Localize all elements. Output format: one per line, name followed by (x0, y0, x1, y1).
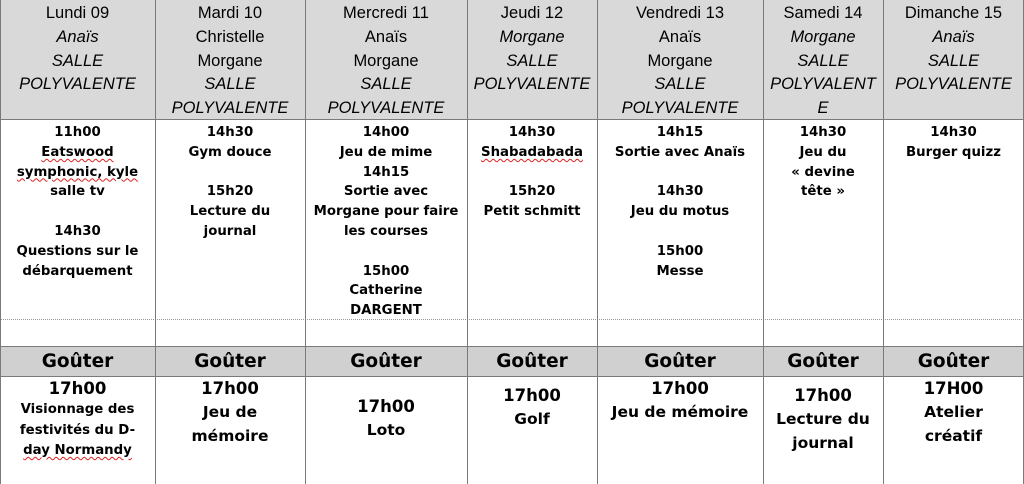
row-divider (0, 376, 1024, 377)
activities-cell-lundi (0, 120, 155, 318)
activities-cell-mercredi (305, 120, 467, 318)
snack-cell-mardi (155, 377, 305, 484)
snack-time: 17h00 (357, 397, 415, 416)
activity-line: 14h30 (930, 125, 977, 140)
row-divider (0, 346, 1024, 347)
activity-line: Jeu de mime (339, 144, 433, 160)
staff-name: Anaïs (658, 27, 702, 46)
staff-name: Morgane (197, 51, 263, 70)
room-line: POLYVALENTE (895, 75, 1012, 94)
header-cell-mardi (155, 0, 305, 119)
snack-activity-line: journal (792, 434, 854, 452)
snack-activity-line: Jeu de mémoire (611, 403, 749, 421)
snack-time: 17h00 (794, 386, 852, 405)
gouter-label-samedi: Goûter (763, 347, 883, 376)
gouter-label-jeudi: Goûter (467, 347, 597, 376)
snack-activity-line (0, 441, 155, 462)
activity-line: Questions sur le (16, 243, 139, 259)
activity-line: Gym douce (188, 144, 272, 160)
staff-name: Anaïs (932, 27, 975, 46)
snack-cell-jeudi (467, 377, 597, 484)
activities-cell-dimanche (883, 120, 1024, 318)
activity-spacer (0, 202, 155, 222)
column-divider (763, 0, 764, 484)
day-title: Dimanche 15 (904, 4, 1003, 22)
activity-line: tête » (801, 184, 845, 200)
activity-line-text: symphonic, kyle (16, 164, 139, 180)
snack-activity-line: Atelier (924, 403, 983, 421)
room-line: SALLE (204, 75, 256, 94)
activity-line: Sortie avec (343, 184, 429, 200)
header-cell-dimanche (883, 0, 1024, 119)
room-line: SALLE (927, 51, 980, 70)
activity-spacer (597, 163, 763, 183)
room-line: POLYVALENTE (327, 99, 445, 118)
activity-line: 14h30 (799, 125, 847, 140)
snack-activity-line: créatif (924, 427, 983, 445)
snack-time: 17h00 (503, 386, 561, 405)
activities-cell-mardi (155, 120, 305, 318)
row-divider (0, 319, 1024, 320)
activity-line: débarquement (22, 263, 133, 279)
activity-spacer (597, 222, 763, 242)
column-divider (305, 0, 306, 484)
day-title: Jeudi 12 (500, 4, 564, 22)
gouter-label-vendredi: Goûter (597, 347, 763, 376)
snack-activity-line: Visionnage des (20, 402, 135, 417)
activity-line: salle tv (50, 184, 105, 200)
activity-line: Morgane pour faire (313, 204, 459, 220)
snack-activity-line: Jeu de (202, 403, 258, 421)
gouter-label-dimanche: Goûter (883, 347, 1024, 376)
column-divider (155, 0, 156, 484)
room-line: E (817, 99, 829, 118)
row-divider (0, 119, 1024, 120)
header-cell-mercredi (305, 0, 467, 119)
activity-line: Jeu du motus (630, 204, 730, 220)
activity-spacer (155, 163, 305, 183)
header-cell-lundi (0, 0, 155, 119)
column-divider (467, 0, 468, 484)
day-title: Vendredi 13 (635, 4, 725, 22)
snack-cell-dimanche (883, 377, 1024, 484)
gouter-label-mercredi: Goûter (305, 347, 467, 376)
activity-line: Petit schmitt (483, 204, 581, 220)
room-line: SALLE (797, 51, 849, 70)
activity-line: DARGENT (350, 303, 422, 319)
activities-cell-jeudi (467, 120, 597, 318)
room-line: POLYVALENTE (19, 75, 136, 94)
day-title: Lundi 09 (45, 4, 110, 22)
column-divider (0, 0, 1, 484)
activity-line: Sortie avec Anaïs (614, 144, 746, 160)
activity-line-text: Eatswood (41, 144, 114, 160)
activity-spacer (467, 163, 597, 183)
snack-activity-line: Golf (514, 410, 550, 428)
day-title: Mercredi 11 (343, 4, 429, 22)
activity-line: 14h30 (508, 125, 556, 140)
room-line: SALLE (360, 75, 412, 94)
activity-line: Jeu du (799, 144, 847, 160)
room-line: POLYVALENTE (621, 99, 739, 118)
day-title: Samedi 14 (783, 4, 863, 22)
activity-line: journal (203, 223, 257, 239)
staff-name: Morgane (790, 27, 856, 46)
snack-activity-line: mémoire (191, 427, 269, 445)
activity-line-text: Shabadabada (481, 144, 583, 160)
activity-line: « devine (791, 164, 855, 180)
activity-line: 15h20 (508, 184, 556, 200)
activities-cell-vendredi (597, 120, 763, 318)
staff-name: Morgane (499, 27, 565, 46)
activities-cell-samedi (763, 120, 883, 318)
snack-cell-samedi (763, 377, 883, 484)
activity-line: 14h30 (54, 223, 101, 239)
column-divider (597, 0, 598, 484)
activity-line: 14h15 (656, 125, 704, 140)
activity-line: Catherine (349, 283, 423, 299)
staff-name: Morgane (353, 51, 419, 70)
staff-name: Morgane (647, 51, 713, 70)
snack-cell-vendredi (597, 377, 763, 484)
activity-line: Burger quizz (906, 144, 1001, 160)
activity-line (0, 163, 155, 183)
column-divider (883, 0, 884, 484)
snack-activity-line: festivités du D- (19, 422, 136, 438)
room-line: SALLE (51, 51, 104, 70)
snack-cell-mercredi (305, 377, 467, 484)
activity-line: Lecture du (189, 204, 271, 220)
gouter-label-mardi: Goûter (155, 347, 305, 376)
activity-line: les courses (343, 223, 428, 239)
activity-spacer (305, 242, 467, 262)
room-line: POLYVALENT (770, 75, 876, 94)
activity-line: 14h30 (206, 125, 254, 140)
snack-time: 17h00 (651, 379, 709, 398)
activity-line: 15h20 (206, 184, 254, 200)
activity-line (0, 143, 155, 163)
staff-name: Christelle (195, 27, 265, 46)
activity-line: 14h15 (362, 164, 410, 180)
snack-time: 17h00 (201, 379, 259, 398)
header-cell-jeudi (467, 0, 597, 119)
gouter-label-lundi: Goûter (0, 347, 155, 376)
activity-line: 15h00 (656, 243, 704, 259)
staff-name: Anaïs (364, 27, 408, 46)
header-cell-samedi (763, 0, 883, 119)
snack-activity-line: Loto (366, 421, 406, 439)
snack-time: 17h00 (48, 379, 107, 398)
header-cell-vendredi (597, 0, 763, 119)
snack-time: 17H00 (923, 379, 984, 398)
activity-line (467, 143, 597, 163)
room-line: POLYVALENTE (473, 75, 591, 94)
room-line: POLYVALENTE (171, 99, 289, 118)
snack-activity-line: Lecture du (776, 410, 870, 428)
activity-line: Messe (656, 263, 704, 279)
day-title: Mardi 10 (197, 4, 263, 22)
room-line: SALLE (654, 75, 706, 94)
snack-activity-text: day Normandy (23, 443, 132, 458)
activity-line: 11h00 (54, 125, 101, 140)
activity-line: 14h30 (656, 184, 704, 200)
snack-cell-lundi (0, 377, 155, 484)
room-line: SALLE (506, 51, 558, 70)
activity-line: 14h00 (362, 125, 410, 140)
activity-line: 15h00 (362, 263, 410, 279)
staff-name: Anaïs (56, 27, 99, 46)
